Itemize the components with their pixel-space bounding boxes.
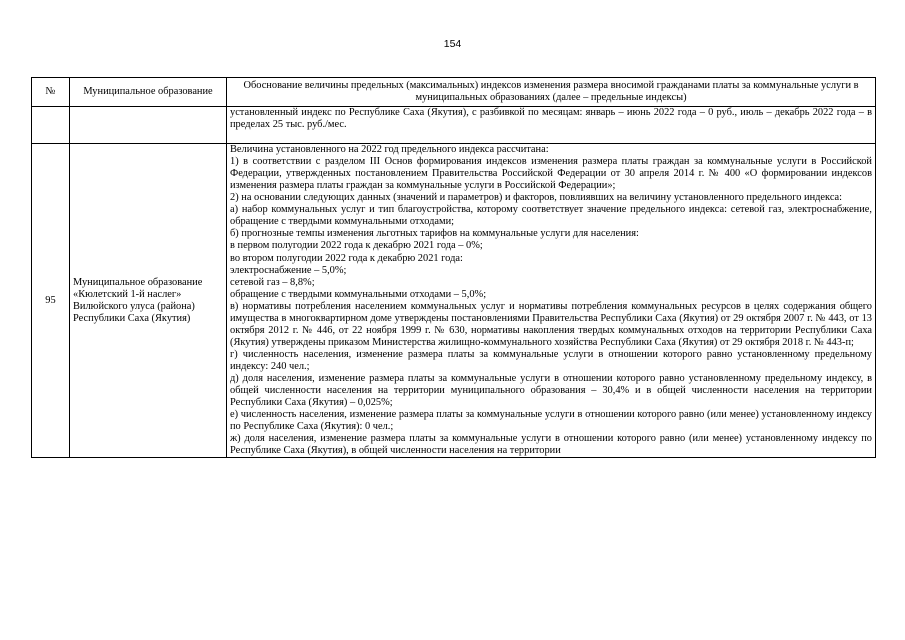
continuation-number-cell bbox=[32, 107, 70, 144]
justification-paragraph: г) численность населения, изменение размера платы за коммунальные услуги в отношении которого равно установленному предельному индексу: 240 чел.; bbox=[230, 348, 872, 372]
row-number: 95 bbox=[32, 144, 70, 458]
continuation-text: установленный индекс по Республике Саха (Якутия), с разбивкой по месяцам: январь – июнь 2022 года – 0 руб., июль – декабрь 2022 года – в пределах 25 тыс. руб./мес. bbox=[227, 107, 876, 144]
justification-paragraph: в) нормативы потребления населением коммунальных услуг и нормативы потребления коммунальных ресурсов в целях содержания общего имущества в многоквартирном доме утверждены постановлениями Правительства Республики Саха (Якутия) от 29 октября 2007 г. № 443, от 13 октября 2012 г. № 446, от 22 ноября 1999 г. № 630, нормативы накопления твердых коммунальных отходов на территории Республики Саха (Якутия) утверждены приказом Министерства жилищно-коммунального хозяйства Республики Саха (Якутия) от 29 октября 2018 г. № 443-п; bbox=[230, 300, 872, 348]
justification-paragraph: Величина установленного на 2022 год предельного индекса рассчитана: bbox=[230, 144, 549, 156]
table-row bbox=[32, 144, 876, 458]
page-number: 154 bbox=[443, 38, 462, 50]
justification-paragraph: е) численность населения, изменение размера платы за коммунальные услуги в отношении которого равно (или менее) установленному индексу по Республике Саха (Якутия): 0 чел.; bbox=[230, 409, 872, 433]
justification-paragraph: д) доля населения, изменение размера платы за коммунальные услуги в отношении которого равно установленному предельному индексу, в общей численности населения на территории муниципального образования – 30,4% и в общей численности населения на территории Республики Саха (Якутия) – 0,025%; bbox=[230, 372, 872, 409]
justification-paragraph: обращение с твердыми коммунальными отходами – 5,0%; bbox=[230, 288, 487, 300]
justification-paragraph: в первом полугодии 2022 года к декабрю 2021 года – 0%; bbox=[230, 240, 483, 252]
justification-paragraph: электроснабжение – 5,0%; bbox=[230, 264, 347, 276]
justification-paragraph: во втором полугодии 2022 года к декабрю 2021 года: bbox=[230, 252, 463, 264]
justification-paragraph: сетевой газ – 8,8%; bbox=[230, 276, 315, 288]
continuation-municipality-cell bbox=[70, 107, 227, 144]
justification-paragraph: а) набор коммунальных услуг и тип благоустройства, которому соответствует значение предельного индекса: сетевой газ, электроснабжение, обращение с твердыми коммунальными отходами; bbox=[230, 204, 872, 228]
continuation-row bbox=[32, 107, 876, 144]
table-header-row bbox=[32, 78, 876, 107]
row-justification bbox=[227, 144, 876, 458]
header-municipality: Муниципальное образование bbox=[70, 78, 227, 107]
justification-paragraph: б) прогнозные темпы изменения льготных тарифов на коммунальные услуги для населения: bbox=[230, 228, 639, 240]
header-number: № bbox=[32, 78, 70, 107]
justification-paragraph: 2) на основании следующих данных (значений и параметров) и факторов, повлиявших на величину установленного предельного индекса: bbox=[230, 192, 843, 204]
header-justification: Обоснование величины предельных (максимальных) индексов изменения размера вносимой гражданами платы за коммунальные услуги в муниципальных образованиях (далее – предельные индексы) bbox=[227, 78, 876, 107]
justification-paragraph: ж) доля населения, изменение размера платы за коммунальные услуги в отношении которого равно (или менее) установленному индексу по Республике Саха (Якутия), в общей численности населения на территории bbox=[230, 433, 872, 457]
row-municipality: Муниципальное образование «Кюлетский 1-й наслег» Вилюйского улуса (района) Республики Саха (Якутия) bbox=[70, 144, 227, 458]
justification-paragraph: 1) в соответствии с разделом III Основ формирования индексов изменения размера платы граждан за коммунальные услуги в Российской Федерации, утвержденных постановлением Правительства Российской Федерации от 30 апреля 2014 г. № 400 «О формировании индексов изменения размера платы граждан за коммунальные услуги в Российской Федерации»; bbox=[230, 156, 872, 192]
limit-index-table bbox=[31, 77, 876, 458]
